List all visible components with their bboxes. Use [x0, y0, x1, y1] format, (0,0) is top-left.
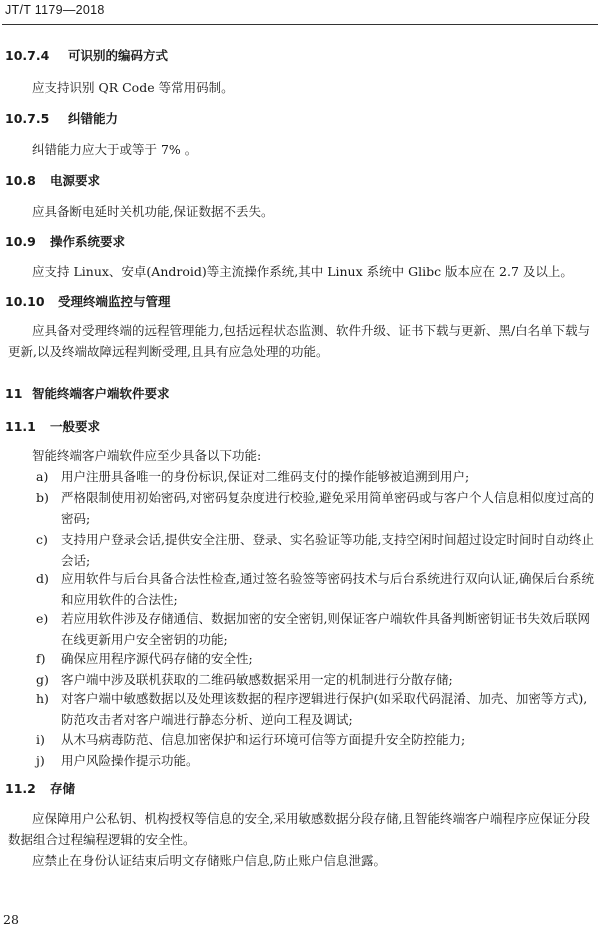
- section-number: 10.7.5: [5, 111, 50, 126]
- list-marker: b): [36, 490, 49, 505]
- list-text: 对客户端中敏感数据以及处理该数据的程序逻辑进行保护(如采取代码混淆、加壳、加密等方式),防范攻击者对客户端进行静态分析、逆向工程及调试;: [61, 691, 588, 727]
- section-title: 受理终端监控与管理: [58, 294, 171, 309]
- section-title: 纠错能力: [68, 111, 119, 126]
- paragraph-11-2-storage: 应保障用户公私钥、机构授权等信息的安全,采用敏感数据分段存储,且智能终端客户端程序应保证分段数据组合过程编程逻辑的安全性。: [8, 811, 590, 847]
- paragraph-10-10: 应具备对受理终端的远程管理能力,包括远程状态监测、软件升级、证书下载与更新、黑/白名单下载与更新,以及终端故障远程判断受理,且具有应急处理的功能。: [8, 323, 591, 359]
- list-text: 若应用软件涉及存储通信、数据加密的安全密钥,则保证客户端软件具备判断密钥证书失效后联网在线更新用户安全密钥的功能;: [61, 611, 590, 647]
- heading-10-8: [5, 173, 101, 189]
- heading-10-9: [5, 234, 126, 250]
- paragraph-10-7-5: 纠错能力应大于或等于 7% 。: [32, 142, 198, 157]
- heading-10-10: [5, 294, 171, 310]
- list-marker: c): [36, 532, 48, 547]
- section-number: 11: [5, 386, 23, 401]
- list-marker: a): [36, 469, 49, 484]
- list-marker: j): [36, 753, 45, 768]
- page-number: 28: [3, 912, 19, 927]
- list-text: 应用软件与后台具备合法性检查,通过签名验签等密码技术与后台系统进行双向认证,确保后台系统和应用软件的合法性;: [61, 571, 594, 607]
- list-marker: h): [36, 691, 49, 706]
- heading-11: [5, 386, 170, 402]
- header-rule: [2, 24, 598, 25]
- section-number: 10.7.4: [5, 48, 50, 63]
- list-marker: d): [36, 571, 49, 586]
- section-title: 一般要求: [50, 419, 101, 434]
- list-marker: f): [36, 651, 46, 666]
- heading-10-7-5: [5, 111, 119, 127]
- paragraph-10-8: 应具备断电延时关机功能,保证数据不丢失。: [32, 204, 274, 219]
- section-number: 11.2: [5, 781, 36, 796]
- standard-code: JT/T 1179—2018: [5, 3, 105, 17]
- list-text: 用户风险操作提示功能。: [61, 753, 199, 768]
- section-number: 11.1: [5, 419, 36, 434]
- section-title: 电源要求: [50, 173, 101, 188]
- heading-10-7-4: [5, 48, 169, 64]
- paragraph-11-2-prohibit: 应禁止在身份认证结束后明文存储账户信息,防止账户信息泄露。: [32, 853, 386, 868]
- list-marker: i): [36, 732, 45, 747]
- section-title: 可识别的编码方式: [68, 48, 169, 63]
- heading-11-1: [5, 419, 101, 435]
- list-text: 确保应用程序源代码存储的安全性;: [61, 651, 253, 666]
- list-marker: g): [36, 672, 49, 687]
- paragraph-10-9: 应支持 Linux、安卓(Android)等主流操作系统,其中 Linux 系统中 Glibc 版本应在 2.7 及以上。: [32, 264, 573, 279]
- list-text: 用户注册具备唯一的身份标识,保证对二维码支付的操作能够被追溯到用户;: [61, 469, 470, 484]
- section-title: 操作系统要求: [50, 234, 126, 249]
- list-intro: 智能终端客户端软件应至少具备以下功能:: [32, 448, 262, 463]
- heading-11-2: [5, 781, 76, 797]
- section-number: 10.10: [5, 294, 45, 309]
- list-text: 支持用户登录会话,提供安全注册、登录、实名验证等功能,支持空闲时间超过设定时间时自动终止会话;: [61, 532, 594, 568]
- list-text: 客户端中涉及联机获取的二维码敏感数据采用一定的机制进行分散存储;: [61, 672, 453, 687]
- section-title: 存储: [50, 781, 76, 796]
- list-text: 严格限制使用初始密码,对密码复杂度进行校验,避免采用简单密码或与客户个人信息相似度过高的密码;: [61, 490, 594, 526]
- paragraph-10-7-4: 应支持识别 QR Code 等常用码制。: [32, 80, 234, 95]
- list-marker: e): [36, 611, 49, 626]
- section-number: 10.9: [5, 234, 36, 249]
- list-text: 从木马病毒防范、信息加密保护和运行环境可信等方面提升安全防控能力;: [61, 732, 466, 747]
- section-title: 智能终端客户端软件要求: [32, 386, 170, 401]
- section-number: 10.8: [5, 173, 36, 188]
